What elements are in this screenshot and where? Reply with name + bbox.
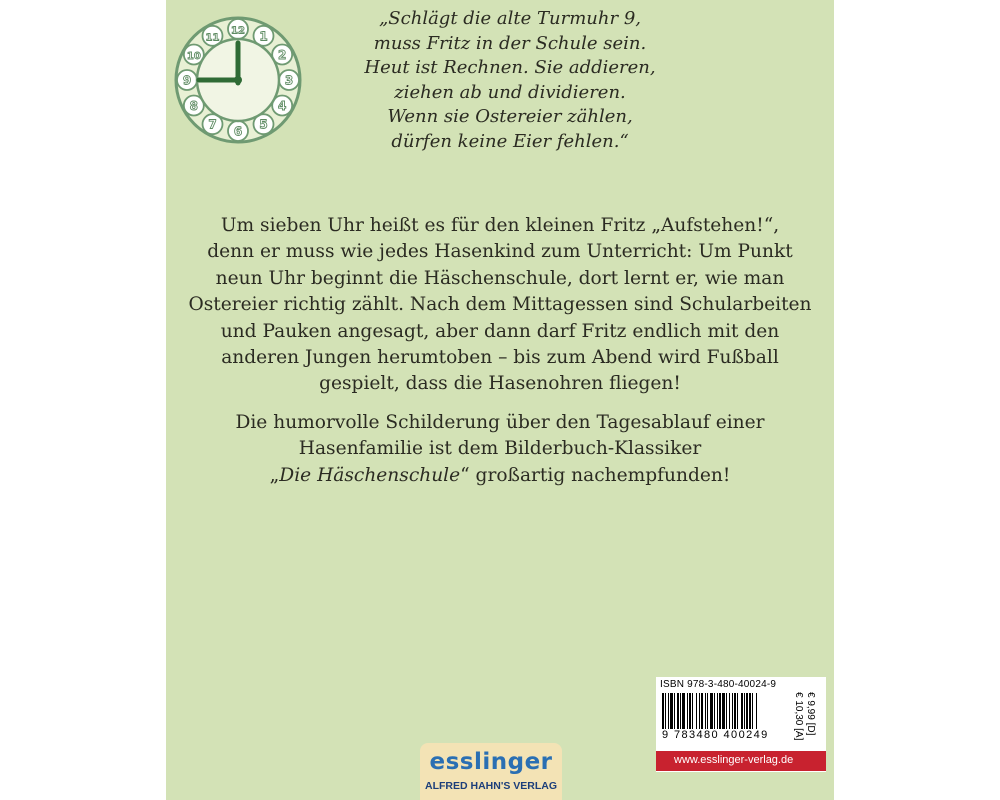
barcode-bar xyxy=(734,693,736,729)
ean-number: 9 783480 400249 xyxy=(662,729,769,741)
clock-numeral: 11 xyxy=(205,32,220,44)
publisher-url[interactable]: www.esslinger-verlag.de xyxy=(674,754,794,766)
publisher-name: esslinger xyxy=(429,749,553,775)
publisher-subtitle: ALFRED HAHN'S VERLAG xyxy=(425,780,557,792)
barcode-bar xyxy=(677,693,679,729)
description-line: Hasenfamilie ist dem Bilderbuch-Klassiker xyxy=(298,438,702,460)
clock-numeral: 1 xyxy=(259,29,268,44)
barcode-bar xyxy=(687,693,688,729)
poem-line: ziehen ab und dividieren. xyxy=(394,81,626,103)
description-line-end: “ großartig nachempfunden! xyxy=(460,464,731,486)
poem-line: Heut ist Rechnen. Sie addieren, xyxy=(364,57,656,78)
description-paragraph-2 xyxy=(180,410,820,489)
barcode-bar xyxy=(665,693,666,729)
barcode-bar xyxy=(726,693,727,729)
barcode-bar xyxy=(737,693,738,729)
description-line: neun Uhr beginnt die Häschenschule, dort lernt er, wie man xyxy=(215,267,785,289)
barcode-bar xyxy=(749,693,751,729)
poem-line: Wenn sie Ostereier zählen, xyxy=(387,106,633,127)
price-block xyxy=(790,692,824,742)
clock-numeral: 3 xyxy=(284,73,294,88)
clock-center xyxy=(234,76,242,84)
poem-line: dürfen keine Eier fehlen.“ xyxy=(391,130,629,152)
poem xyxy=(330,0,690,154)
description-line: anderen Jungen herumtoben – bis zum Abend wird Fußball xyxy=(221,347,779,369)
barcode-bars xyxy=(662,693,786,729)
description-line: Die humorvolle Schilderung über den Tagesablauf einer xyxy=(235,412,765,433)
quote-open: „ xyxy=(269,464,280,486)
clock-numeral: 8 xyxy=(189,99,199,113)
barcode-bar xyxy=(674,693,675,729)
barcode-bar xyxy=(689,693,691,729)
barcode-bar xyxy=(741,693,743,729)
poem-line: muss Fritz in der Schule sein. xyxy=(373,32,647,54)
barcode-bar xyxy=(746,693,748,729)
barcode-bar xyxy=(707,693,708,729)
barcode-bar xyxy=(705,693,706,729)
barcode-bar xyxy=(744,693,745,729)
clock-numeral: 2 xyxy=(277,48,287,62)
description-line: Um sieben Uhr heißt es für den kleinen Fritz „Aufstehen!“, xyxy=(220,215,780,236)
clock-numeral: 9 xyxy=(182,73,192,88)
barcode-bar xyxy=(732,693,733,729)
clock-numeral: 7 xyxy=(208,117,217,132)
publisher-url-bar xyxy=(656,751,826,771)
barcode-bar xyxy=(680,693,681,729)
barcode-bar xyxy=(682,693,685,729)
barcode-bar xyxy=(710,693,713,729)
poem-line: „Schlägt die alte Turmuhr 9, xyxy=(378,8,641,29)
book-title-reference: Die Häschenschule xyxy=(279,464,461,486)
barcode-bar xyxy=(756,693,757,729)
barcode-bar xyxy=(699,693,700,729)
description-line: Ostereier richtig zählt. Nach dem Mittagessen sind Schularbeiten xyxy=(188,294,812,316)
barcode-bar xyxy=(729,693,730,729)
barcode-bar xyxy=(714,693,715,729)
publisher-logo xyxy=(420,743,562,800)
barcode-bar xyxy=(692,693,693,729)
barcode-label xyxy=(656,677,826,772)
clock-numeral: 6 xyxy=(233,124,243,139)
price-austria: € 10,30 [A] xyxy=(793,692,804,741)
barcode-bar xyxy=(752,693,753,729)
clock-numeral: 4 xyxy=(277,99,287,113)
barcode-bar xyxy=(717,693,718,729)
barcode-bar xyxy=(668,693,669,729)
description-line: denn er muss wie jedes Hasenkind zum Unterricht: Um Punkt xyxy=(207,241,793,263)
clock-numeral: 5 xyxy=(259,117,268,132)
clock-numeral: 10 xyxy=(186,51,201,62)
clock-icon xyxy=(172,12,304,148)
isbn-text: ISBN 978-3-480-40024-9 xyxy=(660,679,777,690)
description-line-last xyxy=(180,463,820,489)
barcode-bar xyxy=(696,693,697,729)
barcode-bar xyxy=(722,693,725,729)
description-paragraph-1 xyxy=(180,213,820,398)
price-germany: € 9,99 [D] xyxy=(805,692,816,736)
clock-numeral: 12 xyxy=(231,25,245,37)
description-line: gespielt, dass die Hasenohren fliegen! xyxy=(319,373,681,395)
barcode-bar xyxy=(670,693,673,729)
description-line: und Pauken angesagt, aber dann darf Fritz endlich mit den xyxy=(220,320,780,342)
barcode-bar xyxy=(662,693,664,729)
barcode-bar xyxy=(719,693,721,729)
barcode-bar xyxy=(701,693,703,729)
